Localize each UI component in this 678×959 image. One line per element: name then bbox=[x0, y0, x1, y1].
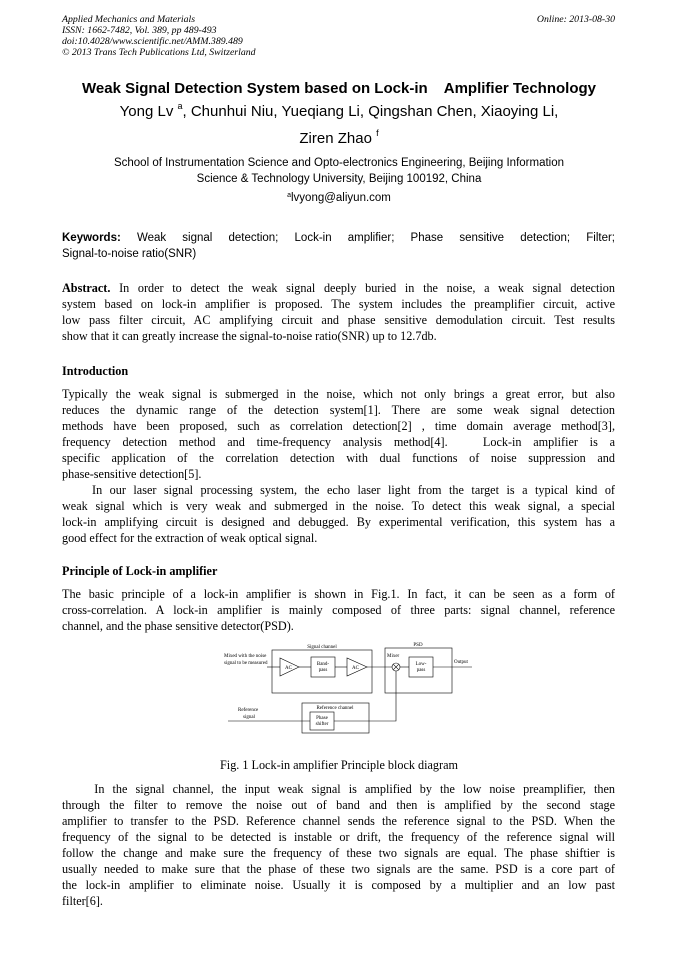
keywords bbox=[62, 230, 615, 262]
mixer-label: Mixer bbox=[387, 654, 400, 659]
abstract-line: low pass filter circuit, AC amplifying circuit and phase sensitive demodulation circuit. Test results bbox=[62, 313, 615, 327]
doi-line: doi:10.4028/www.scientific.net/AMM.389.489 bbox=[62, 36, 243, 47]
figure-caption: Fig. 1 Lock-in amplifier Principle block diagram bbox=[220, 758, 458, 772]
body-line: methods have been proposed, such as correlation detection[2] , time domain average method[3], bbox=[62, 419, 615, 433]
input-label-1: Mixed with the noise bbox=[224, 654, 267, 659]
output-label: Output bbox=[454, 660, 468, 665]
lowpass-filter-box bbox=[409, 657, 433, 677]
author-first: Yong Lv bbox=[119, 103, 178, 120]
keywords-label: Keywords: bbox=[62, 232, 121, 244]
body-line: amplifier to transfer to the PSD. Reference channel sends the reference signal to the PSD. When the bbox=[62, 814, 615, 828]
phase-label-2: shifter bbox=[315, 722, 329, 727]
author-sup-f: f bbox=[376, 128, 379, 138]
introduction-body bbox=[62, 386, 615, 546]
journal-header bbox=[62, 14, 615, 58]
body-line: follow the change and make sure the frequency of these two signals are equal. The phase shiftier is bbox=[62, 846, 615, 860]
phase-shifter-box bbox=[310, 712, 334, 730]
affiliation bbox=[0, 155, 678, 187]
authors-line-2 bbox=[0, 130, 678, 147]
body-line: specific application of the correlation detection with dual functions of noise suppression and bbox=[62, 451, 615, 465]
paper-title: Weak Signal Detection System based on Lock-in Amplifier Technology bbox=[82, 80, 596, 97]
reference-label-2: signal bbox=[243, 715, 255, 720]
bandpass-filter-box bbox=[311, 657, 335, 677]
phase-label-1: Phase bbox=[316, 716, 328, 721]
affiliation-line-1: School of Instrumentation Science and Opto-electronics Engineering, Beijing Information bbox=[113, 157, 565, 169]
body-line: Typically the weak signal is submerged in the noise, which not only brings a great error, but also bbox=[62, 387, 615, 401]
body-line: In our laser signal processing system, the echo laser light from the target is a typical kind of bbox=[62, 483, 615, 497]
bandpass-label-1: Band- bbox=[316, 662, 330, 667]
input-label-2: signal to be measured bbox=[224, 661, 268, 666]
body-line: frequency detection method and time-frequency analysis method[4]. Lock-in amplifier is a bbox=[62, 435, 615, 449]
author-email bbox=[0, 192, 678, 204]
body-line: usually needed to make sure that the phase of these two signals are the same. PSD is a core part of bbox=[62, 862, 615, 876]
keywords-line-1: Weak signal detection; Lock-in amplifier; Phase sensitive detection; Filter; bbox=[120, 232, 615, 244]
affiliation-line-2: Science & Technology University, Beijing 100192, China bbox=[196, 173, 482, 185]
body-line: lock-in amplifying circuit is designed and debugged. By experimental verification, this system has a bbox=[62, 515, 615, 529]
body-line: weak signal which is very weak and submerged in the noise. To detect this weak signal, a special bbox=[62, 499, 615, 513]
body-line: frequency of the signal to be detected is instable or drift, the frequency of the reference signal will bbox=[62, 830, 615, 844]
section-heading-introduction: Introduction bbox=[62, 364, 129, 378]
ac1-label: AC bbox=[285, 666, 292, 671]
ac2-label: AC bbox=[352, 666, 359, 671]
author-last: Ziren Zhao bbox=[299, 130, 377, 147]
online-date: Online: 2013-08-30 bbox=[536, 14, 615, 25]
journal-name: Applied Mechanics and Materials bbox=[62, 14, 196, 25]
body-line: cross-correlation. A lock-in amplifier is mainly composed of three parts: signal channel, reference bbox=[62, 603, 615, 617]
abstract-line: system based on lock-in amplifier is proposed. The system includes the preamplifier circuit, active bbox=[62, 297, 615, 311]
body-line: the lock-in amplifier to eliminate noise. Usually it is composed by a multiplier and an low past bbox=[62, 878, 615, 892]
body-line: In the signal channel, the input weak signal is amplified by the low noise preamplifier, then bbox=[62, 782, 615, 796]
reference-channel-label: Reference channel bbox=[316, 706, 354, 711]
signal-channel-paragraph bbox=[62, 781, 615, 909]
lowpass-label-1: Low- bbox=[415, 662, 427, 667]
email-sup: a bbox=[287, 192, 291, 199]
abstract bbox=[62, 280, 615, 344]
body-line: reduces the dynamic range of the detection system[1]. There are some weak signal detection bbox=[62, 403, 615, 417]
lowpass-label-2: pass bbox=[416, 668, 426, 673]
psd-label: PSD bbox=[413, 643, 423, 648]
block-diagram-figure bbox=[222, 637, 474, 735]
author-sup-a: a bbox=[177, 101, 183, 111]
authors-rest: , Chunhui Niu, Yueqiang Li, Qingshan Chen, Xiaoying Li, bbox=[182, 103, 559, 120]
abstract-line: In order to detect the weak signal deeply buried in the noise, a weak signal detection bbox=[110, 281, 615, 295]
principle-body bbox=[62, 586, 615, 634]
body-line: channel, and the phase sensitive detector(PSD). bbox=[62, 619, 294, 633]
keywords-line-2: Signal-to-noise ratio(SNR) bbox=[62, 248, 197, 260]
email-address: lvyong@aliyun.com bbox=[291, 192, 391, 204]
reference-label-1: Reference bbox=[238, 708, 259, 713]
signal-channel-label: Signal channel bbox=[307, 645, 337, 650]
abstract-label: Abstract. bbox=[62, 281, 111, 295]
body-line: The basic principle of a lock-in amplifier is shown in Fig.1. In fact, it can be seen as a form of bbox=[62, 587, 615, 601]
reference-to-mixer-wire bbox=[334, 671, 396, 721]
body-line: through the filter to remove the noise out of band and then is amplified by the second stage bbox=[62, 798, 615, 812]
bandpass-label-2: pass bbox=[318, 668, 328, 673]
body-line: good effect for the extraction of weak optical signal. bbox=[62, 531, 318, 545]
section-heading-principle: Principle of Lock-in amplifier bbox=[62, 564, 218, 578]
body-line: phase-sensitive detection[5]. bbox=[62, 467, 202, 481]
authors-line-1 bbox=[0, 103, 678, 120]
copyright-line: © 2013 Trans Tech Publications Ltd, Switzerland bbox=[62, 47, 256, 58]
body-line: filter[6]. bbox=[62, 894, 103, 908]
issn-line: ISSN: 1662-7482, Vol. 389, pp 489-493 bbox=[62, 25, 217, 36]
abstract-line: show that it can greatly increase the signal-to-noise ratio(SNR) up to 12.7db. bbox=[62, 329, 437, 343]
